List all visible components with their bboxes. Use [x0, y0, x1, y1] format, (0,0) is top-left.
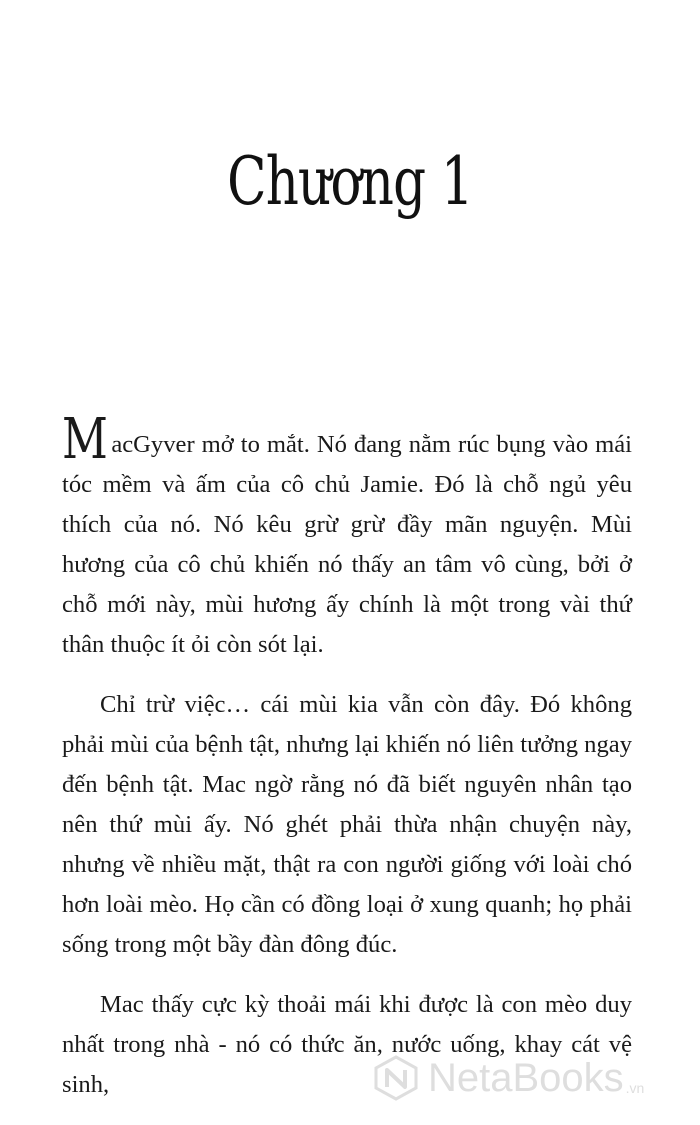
chapter-body	[62, 407, 632, 1125]
netabooks-logo-icon	[372, 1054, 420, 1102]
paragraph-1	[62, 407, 632, 665]
drop-cap: M	[62, 407, 107, 472]
paragraph-2: Chỉ trừ việc… cái mùi kia vẫn còn đây. Đó không phải mùi của bệnh tật, nhưng lại khiến nó liên tưởng ngay đến bệnh tật. Mac ngờ rằng nó đã biết nguyên nhân tạo nên thứ mùi ấy. Nó ghét phải thừa nhận chuyện này, nhưng về nhiều mặt, thật ra con người giống với loài chó hơn loài mèo. Họ cần có đồng loại ở xung quanh; họ phải sống trong một bầy đàn đông đúc.	[62, 691, 632, 958]
chapter-title: Chương 1	[227, 143, 473, 221]
watermark	[372, 1048, 692, 1108]
watermark-suffix: .vn	[625, 1080, 645, 1096]
watermark-brand: NetaBooks	[428, 1055, 624, 1100]
paragraph-3: Mac thấy cực kỳ thoải mái khi được là con mèo duy nhất trong nhà - nó có thức ăn, nước uống, khay cát vệ sinh,	[62, 991, 632, 1098]
paragraph-1-text: acGyver mở to mắt. Nó đang nằm rúc bụng vào mái tóc mềm và ấm của cô chủ Jamie. Đó là chỗ ngủ yêu thích của nó. Nó kêu grừ grừ đầy mãn nguyện. Mùi hương của cô chủ khiến nó thấy an tâm vô cùng, bởi ở chỗ mới này, mùi hương ấy chính là một trong vài thứ thân thuộc ít ỏi còn sót lại.	[62, 431, 632, 658]
